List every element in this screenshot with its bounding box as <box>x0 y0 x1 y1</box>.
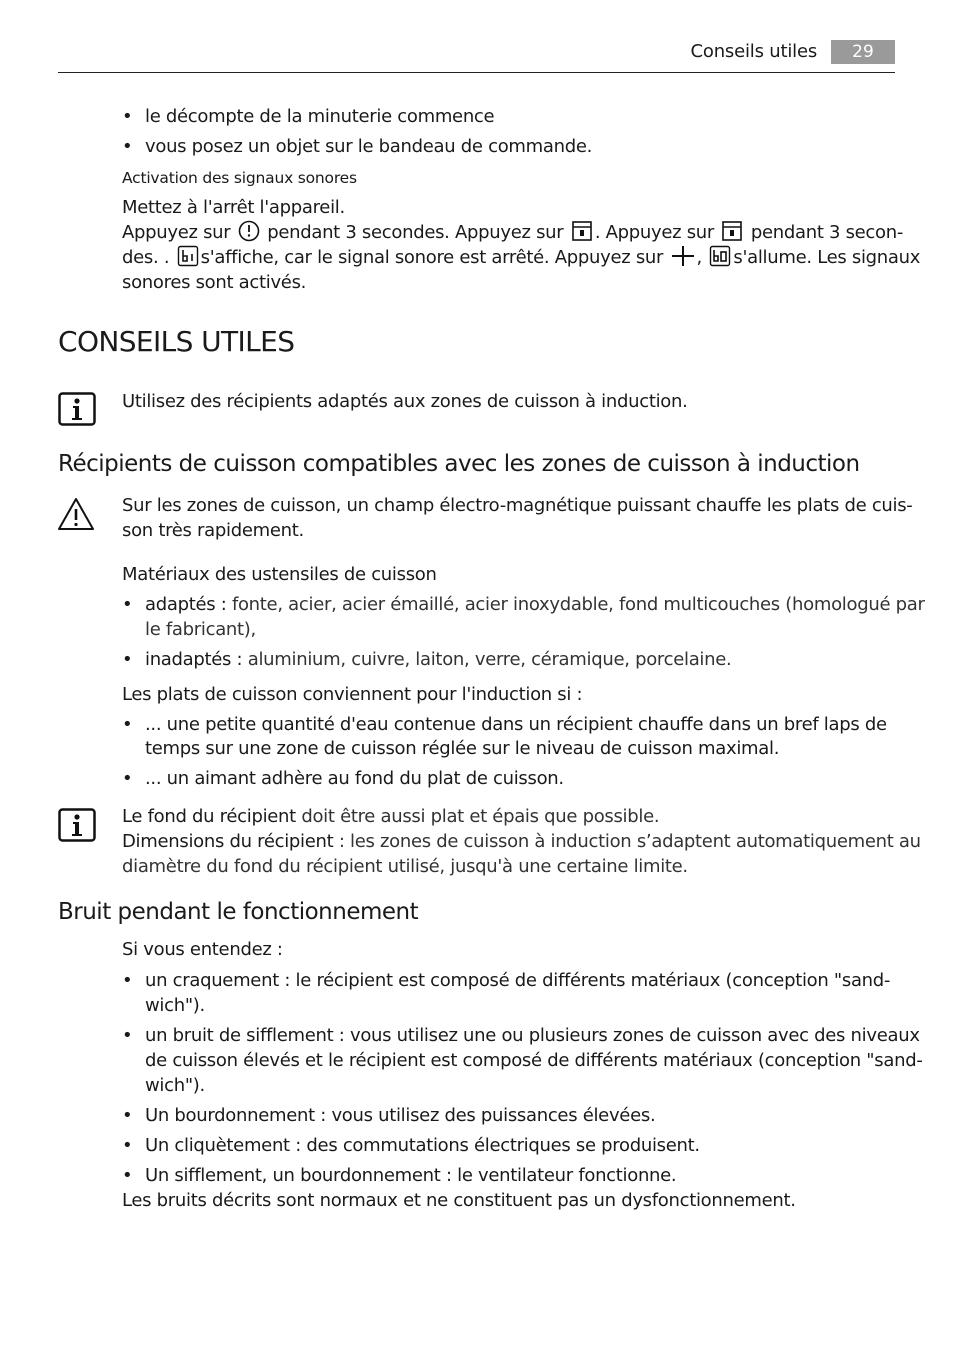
list-item: Un cliquètement : des commutations électriques se produisent. <box>145 1135 700 1156</box>
power-icon <box>238 220 260 242</box>
materials-title: Matériaux des ustensiles de cuisson <box>122 564 437 585</box>
signals-line1: Mettez à l'arrêt l'appareil. <box>122 197 345 218</box>
info2-line3: diamètre du fond du récipient utilisé, jusqu'à une certaine limite. <box>122 856 688 877</box>
list-item-line2: temps sur une zone de cuisson réglée sur le niveau de cuisson maximal. <box>145 738 780 759</box>
list-item: Un sifflement, un bourdonnement : le ventilateur fonctionne. <box>145 1165 677 1186</box>
noise-heading: Bruit pendant le fonctionnement <box>58 899 419 925</box>
bullet-icon: • <box>122 1025 133 1046</box>
signals-text: s'allume. Les signaux <box>733 247 921 268</box>
signals-line3 <box>122 245 920 270</box>
bullet-icon: • <box>122 594 133 615</box>
list-item: un bruit de sifflement : vous utilisez une ou plusieurs zones de cuisson avec des niveaux <box>145 1025 920 1046</box>
bullet-icon: • <box>122 970 133 991</box>
signals-line4: sonores sont activés. <box>122 272 307 293</box>
list-item: Un bourdonnement : vous utilisez des puissances élevées. <box>145 1105 656 1126</box>
list-item: ... un aimant adhère au fond du plat de cuisson. <box>145 768 564 789</box>
unadapted-text: aluminium, cuivre, laiton, verre, céramique, porcelaine. <box>247 649 732 670</box>
list-item: vous posez un objet sur le bandeau de commande. <box>145 136 593 157</box>
signals-text: des. . <box>122 247 170 268</box>
unadapted-label: inadaptés : <box>145 649 243 670</box>
bullet-icon: • <box>122 649 133 670</box>
info2-text: doit être aussi plat et épais que possible. <box>301 806 660 827</box>
noise-conclusion: Les bruits décrits sont normaux et ne constituent pas un dysfonctionnement. <box>122 1190 796 1211</box>
warning-text-line2: son très rapidement. <box>122 520 304 541</box>
bullet-icon: • <box>122 1165 133 1186</box>
warning-icon <box>57 497 95 531</box>
info2-label: Dimensions du récipient <box>122 831 334 852</box>
header-title: Conseils utiles <box>690 41 817 62</box>
info2-line2 <box>122 829 921 854</box>
lock-icon <box>721 220 743 242</box>
display-b1-icon <box>177 245 199 267</box>
plus-icon <box>671 245 695 267</box>
list-item: un craquement : le récipient est composé de différents matériaux (conception "sand- <box>145 970 891 991</box>
condition-title: Les plats de cuisson conviennent pour l'induction si : <box>122 684 583 705</box>
page-number: 29 <box>831 40 895 64</box>
signals-text: pendant 3 secondes. Appuyez sur <box>267 222 564 243</box>
adapted-text-line2: le fabricant), <box>145 619 256 640</box>
info2-label: Le fond du récipient <box>122 806 296 827</box>
bullet-icon: • <box>122 136 133 157</box>
signals-line2 <box>122 220 903 245</box>
bullet-icon: • <box>122 1105 133 1126</box>
warning-text-line1: Sur les zones de cuisson, un champ électro-magnétique puissant chauffe les plats de cuis- <box>122 495 913 516</box>
adapted-label: adaptés : <box>145 594 227 615</box>
list-item: le décompte de la minuterie commence <box>145 106 495 127</box>
signals-text: s'affiche, car le signal sonore est arrêté. Appuyez sur <box>200 247 664 268</box>
list-item <box>145 592 925 617</box>
noise-intro: Si vous entendez : <box>122 939 283 960</box>
list-item: ... une petite quantité d'eau contenue dans un récipient chauffe dans un bref laps de <box>145 714 887 735</box>
signals-text: , <box>696 247 702 268</box>
list-item <box>145 647 731 672</box>
signals-text: . Appuyez sur <box>594 222 715 243</box>
display-b0-icon <box>709 245 731 267</box>
compat-heading: Récipients de cuisson compatibles avec les zones de cuisson à induction <box>58 451 860 477</box>
signals-text: pendant 3 secon- <box>750 222 904 243</box>
bullet-icon: • <box>122 714 133 735</box>
bullet-icon: • <box>122 768 133 789</box>
list-item-line2: wich"). <box>145 995 205 1016</box>
info-text: Utilisez des récipients adaptés aux zones de cuisson à induction. <box>122 391 688 412</box>
info2-line1 <box>122 804 659 829</box>
info-icon <box>58 808 96 842</box>
lock-icon <box>571 220 593 242</box>
bullet-icon: • <box>122 1135 133 1156</box>
info2-text: : les zones de cuisson à induction s’adaptent automatiquement au <box>338 831 921 852</box>
list-item-line3: wich"). <box>145 1075 205 1096</box>
adapted-text: fonte, acier, acier émaillé, acier inoxydable, fond multicouches (homologué par <box>231 594 925 615</box>
signals-text: Appuyez sur <box>122 222 231 243</box>
signals-heading: Activation des signaux sonores <box>122 169 357 187</box>
page-header <box>58 38 895 73</box>
bullet-icon: • <box>122 106 133 127</box>
list-item-line2: de cuisson élevés et le récipient est composé de différents matériaux (conception "sand- <box>145 1050 923 1071</box>
section-title: CONSEILS UTILES <box>58 325 295 358</box>
info-icon <box>58 392 96 426</box>
